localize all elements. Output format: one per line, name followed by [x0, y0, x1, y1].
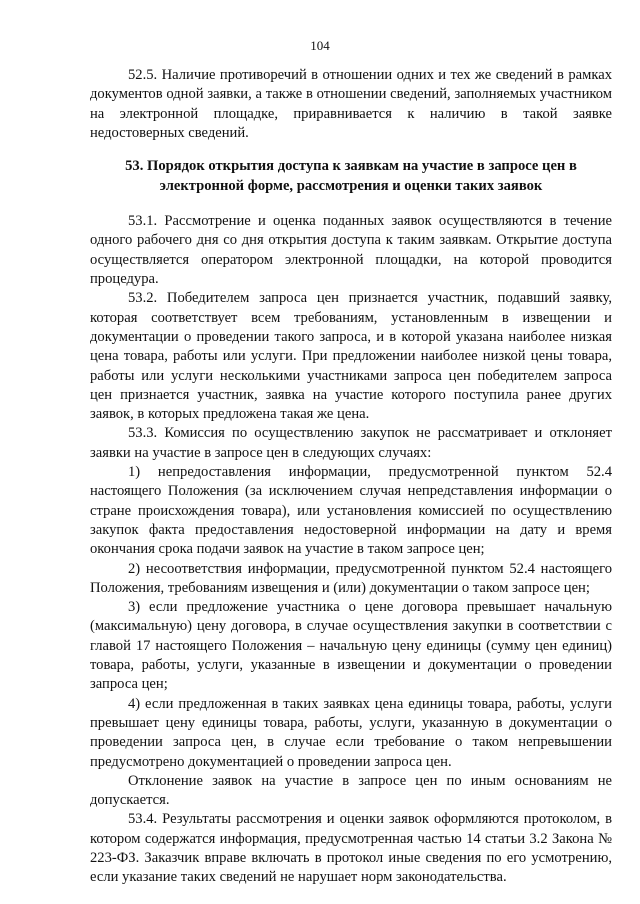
paragraph-53-1: 53.1. Рассмотрение и оценка поданных заявок осуществляются в течение одного рабочего дня со дня открытия доступа к таким заявкам. Открытие доступа осуществляется оператором электронной площадки, на которой проводится процедура.	[90, 213, 612, 288]
list-item-2: 2) несоответствия информации, предусмотренной пунктом 52.4 настоящего Положения, требованиям извещения и (или) документации о таком запросе цен;	[90, 560, 612, 596]
paragraph-rejection-note: Отклонение заявок на участие в запросе цен по иным основаниям не допускается.	[90, 772, 612, 809]
list-item-1: 1) непредоставления информации, предусмотренной пунктом 52.4 настоящего Положения (за исключением случая непредставления информации о стране происхождения товара), или установления комиссией по осуществлению закупок факта предоставления недостоверной информации на дату и время окончания срока подачи заявок на участие в таком запросе цен;	[90, 464, 612, 558]
paragraph-53-2: 53.2. Победителем запроса цен признается участник, подавший заявку, которая соответствует всем требованиям, установленным в извещении и документации о проведении такого запроса, и в которой указана наиболее низкая цена товара, работы или услуги. При предложении наиболее низкой цены товара, работы или услуги несколькими участниками запроса цен победителем запроса цен признается участник, заявка на участие которого поступила ранее других заявок, в которых предложена такая же цена.	[90, 290, 612, 423]
page-number: 104	[310, 38, 330, 53]
list-item-3: 3) если предложение участника о цене договора превышает начальную (максимальную) цену договора, в случае осуществления закупки в соответствии с главой 17 настоящего Положения – начальную цену единицы (сумму цен единиц) товара, работы, услуги, указанные в извещении и документации о проведении запроса цен;	[90, 599, 612, 693]
page-content	[90, 66, 612, 888]
paragraph-53-4: 53.4. Результаты рассмотрения и оценки заявок оформляются протоколом, в котором содержатся информация, предусмотренная частью 14 статьи 3.2 Закона № 223-ФЗ. Заказчик вправе включать в протокол иные сведения по его усмотрению, если указание таких сведений не нарушает норм законодательства.	[90, 811, 612, 886]
section-title: 53. Порядок открытия доступа к заявкам на участие в запросе цен в электронной форме, рассмотрения и оценки таких заявок	[125, 158, 577, 195]
paragraph-53-3: 53.3. Комиссия по осуществлению закупок не рассматривает и отклоняет заявки на участие в запросе цен в следующих случаях:	[90, 425, 612, 461]
list-item-4: 4) если предложенная в таких заявках цена единицы товара, работы, услуги превышает цену единицы товара, работы, услуги, указанную в документации о проведении запроса цен, в случае если требование о таком непревышении предусмотрено документацией о проведении запроса цен.	[90, 695, 612, 770]
paragraph-52-5: 52.5. Наличие противоречий в отношении одних и тех же сведений в рамках документов одной заявки, а также в отношении сведений, заполняемых участником на электронной площадке, приравнивается к наличию в такой заявке недостоверных сведений.	[90, 67, 612, 141]
